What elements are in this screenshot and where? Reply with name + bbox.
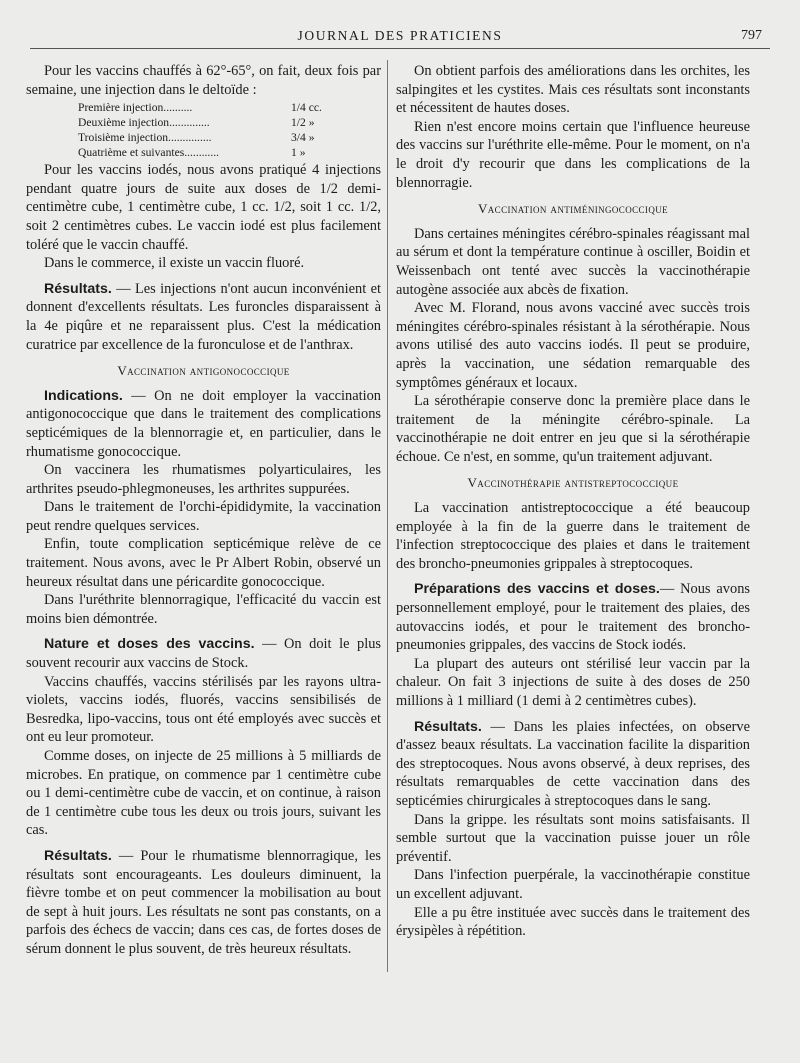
section-heading: Vaccination antiméningococcique (477, 201, 669, 217)
dose-label: Quatrième et suivantes............ (78, 146, 220, 160)
dose-schedule (26, 100, 381, 160)
body-paragraph: Vaccins chauffés, vaccins stérilisés par les rayons ultra-violets, vaccins iodés, fluorés, vaccins sensibilisés de Besredka, lipo-vaccins, tous ont été employés avec succès et ont eu leur promoteur. (26, 673, 381, 746)
body-paragraph: Enfin, toute complication septicémique relève de ce traitement. Nous avons, avec le Pr Albert Robin, observé un heureux résultat dans une péricardite gonococcique. (26, 536, 381, 590)
body-paragraph: La plupart des auteurs ont stérilisé leur vaccin par la chaleur. On fait 3 injections de suite à des doses de 250 millions à 1 milliard (1 demi à 2 centimètres cubes). (396, 655, 750, 709)
paragraph-text: — Pour le rhumatisme blennorragique, les résultats sont encourageants. Les douleurs diminuent, la fièvre tombe et on peut commencer la mobilisation au bout de sept à huit jours. Les résultats ne sont pas constants, on a parfois des échecs de vaccin; dans ces cas, de fortes doses de sérum donnent le plus souvent, de très heureux résultats. (26, 847, 381, 957)
paragraph-text: — Nous avons personnellement employé, pour le traitement des plaies, des autovaccins iodés, et pour le traitement des broncho-pneumonies grippales, des vaccins de Stock iodés. (396, 581, 750, 654)
results-paragraph (26, 847, 381, 959)
paragraph-text: — Dans les plaies infectées, on observe d'assez beaux résultats. La vaccination facilite la disparition des streptocoques. Nous avons observé, à deux reprises, des résultats remarquables de cette vaccination dans des septicémies chirurgicales à streptocoques dans le sang. (396, 718, 750, 809)
paragraph-lead: Indications. (44, 387, 123, 404)
left-column (26, 62, 381, 959)
paragraph-lead: Nature et doses des vaccins. (44, 636, 255, 653)
dose-row (26, 100, 381, 115)
paragraph-text: — On doit le plus souvent recourir aux vaccins de Stock. (26, 636, 381, 672)
column-divider (387, 60, 388, 972)
dose-label: Première injection.......... (78, 101, 193, 115)
paragraph-lead: Résultats. (414, 718, 482, 735)
body-paragraph: Dans le traitement de l'orchi-épididymite, la vaccination peut rendre quelques services. (26, 499, 381, 534)
dose-row (26, 145, 381, 160)
body-paragraph: Dans l'infection puerpérale, la vaccinothérapie constitue un excellent adjuvant. (396, 867, 750, 902)
dose-row (26, 130, 381, 145)
body-paragraph: Avec M. Florand, nous avons vacciné avec succès trois méningites cérébro-spinales résistant à la sérothérapie. Nous avons utilisé des auto vaccins iodés. Il peut se produire, après la vaccination, une sédation remarquable des symptômes généraux et locaux. (396, 300, 750, 391)
dose-value: 1 » (291, 146, 306, 160)
body-paragraph: On obtient parfois des améliorations dans les orchites, les salpingites et les cystites. Mais ces résultats sont inconstants et nécessitent de hautes doses. (396, 63, 750, 117)
results-paragraph (396, 718, 750, 811)
dose-label: Deuxième injection.............. (78, 116, 210, 130)
body-paragraph: Dans la grippe. les résultats sont moins satisfaisants. Il semble surtout que la vaccination puisse jouer un rôle préventif. (396, 811, 750, 865)
paragraph-lead: Résultats. (44, 280, 112, 297)
journal-title: JOURNAL DES PRATICIENS (297, 28, 503, 43)
body-paragraph: Comme doses, on injecte de 25 millions à 5 milliards de microbes. En pratique, on commence par 1 centimètre cube ou 1 demi-centimètre cube de vaccin, et on continue, à raison de 1 centimètre cube tous les deux ou trois jours, suivant les cas. (26, 748, 381, 839)
paragraph-lead: Préparations des vaccins et doses. (414, 581, 660, 598)
right-column (396, 62, 750, 941)
dose-value: 1/2 » (291, 116, 315, 130)
dose-row (26, 115, 381, 130)
dose-label: Troisième injection............... (78, 131, 212, 145)
dose-value: 3/4 » (291, 131, 315, 145)
indications-paragraph (26, 387, 381, 461)
body-paragraph: Dans certaines méningites cérébro-spinales réagissant mal au sérum et dont la température continue à osciller, Boidin et Weissenbach ont tenté avec succès la vaccinothérapie autogène associée aux abcès de fixation. (396, 225, 750, 298)
dose-value: 1/4 cc. (291, 101, 322, 115)
body-paragraph: La sérothérapie conserve donc la première place dans le traitement de la méningite cérébro-spinale. La vaccinothérapie ne doit entrer en jeu que si la sérothérapie échoue. Ce n'est, en somme, qu'un traitement adjuvant. (396, 393, 750, 465)
running-header (30, 26, 770, 49)
body-paragraph: Dans l'uréthrite blennorragique, l'efficacité du vaccin est moins bien démontrée. (26, 592, 381, 627)
body-paragraph: Elle a pu être instituée avec succès dans le traitement des érysipèles à répétition. (396, 904, 750, 940)
paragraph-text: — On ne doit employer la vaccination antigonococcique que dans le traitement des complications septicémiques de la blennorragie et, en particulier, dans le rhumatisme gonococcique. (26, 387, 381, 460)
paragraph-text: — Les injections n'ont aucun inconvénient et donnent d'excellents résultats. Les furoncles disparaissent à la 4e piqûre et ne reparaissent plus. C'est la médication curatrice par excellence de la furonculose et de l'anthrax. (26, 280, 381, 353)
nature-paragraph (26, 635, 381, 672)
body-paragraph: Pour les vaccins iodés, nous avons pratiqué 4 injections pendant quatre jours de suite aux doses de 1/2 demi-centimètre cube, 1 centimètre cube, 1 cc. 1/2, soit 1 cc. 1/2, soit 2 centimètres cubes. Le vaccin iodé est plus facilement toléré que le vaccin chauffé. (26, 162, 381, 253)
intro-paragraph: Pour les vaccins chauffés à 62°-65°, on fait, deux fois par semaine, une injection dans le deltoïde : (26, 63, 381, 98)
body-paragraph: Rien n'est encore moins certain que l'influence heureuse des vaccins sur l'uréthrite elle-même. Pour le moment, on n'a le droit d'y recourir que dans les complications de la blennorragie. (396, 118, 750, 191)
preparations-paragraph (396, 580, 750, 654)
page-number: 797 (741, 28, 762, 43)
body-paragraph: On vaccinera les rhumatismes polyarticulaires, les arthrites pseudo-phlegmoneuses, les arthrites suppurées. (26, 462, 381, 497)
section-heading: Vaccination antigonococcique (117, 363, 290, 379)
section-heading: Vaccinothérapie antistreptococcique (467, 475, 679, 491)
body-paragraph: Dans le commerce, il existe un vaccin fluoré. (44, 255, 305, 272)
body-paragraph: La vaccination antistreptococcique a été beaucoup employée à la fin de la guerre dans le traitement de l'infection streptococcique des plaies et dans le traitement des broncho-pneumonies grippales à streptocoques. (396, 500, 750, 572)
results-paragraph (26, 280, 381, 354)
paragraph-lead: Résultats. (44, 847, 112, 864)
